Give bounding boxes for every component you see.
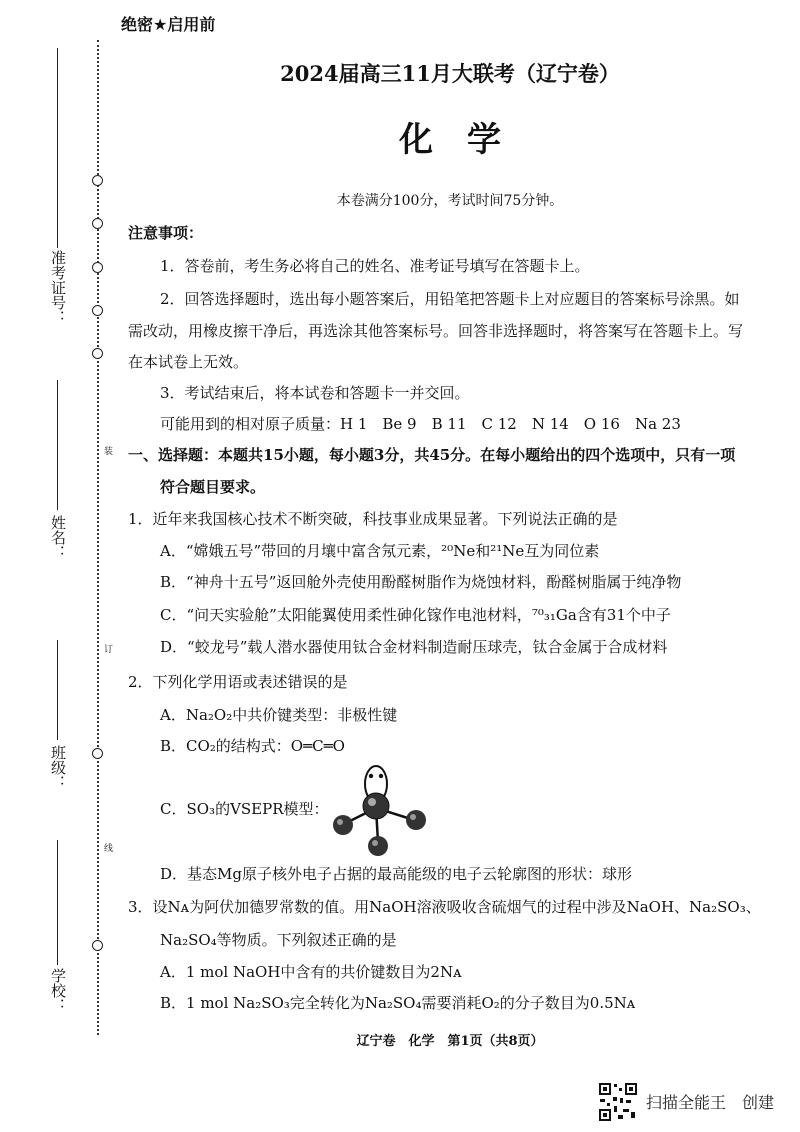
q2-option-a: A．Na₂O₂中共价键类型：非极性键 [160, 706, 398, 724]
qr-code-icon [598, 1082, 638, 1122]
binding-mark-ding: 订 [102, 644, 112, 653]
binding-circle [92, 262, 103, 273]
q3-stem: 3．设Nᴀ为阿伏加德罗常数的值。用NaOH溶液吸收含硫烟气的过程中涉及NaOH、Na₂SO₃、 [128, 898, 761, 916]
subject-title: 化 学 [399, 120, 501, 160]
q1-option-d: D．“蛟龙号”载人潜水器使用钛合金材料制造耐压球壳，钛合金属于合成材料 [160, 638, 668, 656]
q2-stem: 2．下列化学用语或表述错误的是 [128, 673, 348, 691]
exam-title: 2024届高三11月大联考（辽宁卷） [280, 61, 620, 86]
binding-mark-zhuang: 装 [102, 446, 112, 455]
binding-circle [92, 305, 103, 316]
notice-item-2-cont: 需改动，用橡皮擦干净后，再选涂其他答案标号。回答非选择题时，将答案写在答题卡上。写 [128, 322, 744, 340]
school-label: 学校： [49, 968, 67, 1013]
binding-circle [92, 175, 103, 186]
section-1-title-cont: 符合题目要求。 [160, 478, 266, 496]
binding-circle [92, 348, 103, 359]
binding-circle [92, 940, 103, 951]
binding-mark-xian: 线 [102, 843, 112, 852]
score-time-note: 本卷满分100分，考试时间75分钟。 [336, 193, 564, 209]
name-label: 姓名： [49, 515, 67, 560]
notice-item-2: 2．回答选择题时，选出每小题答案后，用铅笔把答题卡上对应题目的答案标号涂黑。如 [160, 290, 740, 308]
q1-stem: 1．近年来我国核心技术不断突破，科技事业成果显著。下列说法正确的是 [128, 510, 618, 528]
page-footer: 辽宁卷 化学 第1页（共8页） [356, 1034, 544, 1049]
notice-item-2-cont2: 在本试卷上无效。 [128, 353, 249, 371]
notice-item-3: 3．考试结束后，将本试卷和答题卡一并交回。 [160, 384, 470, 402]
class-line [57, 640, 58, 740]
q1-option-c: C．“问天实验舱”太阳能翼使用柔性砷化镓作电池材料，⁷⁰₃₁Ga含有31个中子 [160, 606, 671, 624]
school-line [57, 840, 58, 965]
binding-circle [92, 218, 103, 229]
atomic-mass-list: 可能用到的相对原子质量：H 1 Be 9 B 11 C 12 N 14 O 16 Na 23 [160, 415, 681, 433]
q3-option-b: B．1 mol Na₂SO₃完全转化为Na₂SO₄需要消耗O₂的分子数目为0.5Nᴀ [160, 994, 636, 1012]
notice-title: 注意事项： [128, 224, 204, 242]
q1-option-a: A．“嫦娥五号”带回的月壤中富含氖元素，²⁰Ne和²¹Ne互为同位素 [160, 542, 600, 560]
binding-circle [92, 748, 103, 759]
name-line [57, 380, 58, 510]
q3-stem-cont: Na₂SO₄等物质。下列叙述正确的是 [160, 931, 397, 949]
q1-option-b: B．“神舟十五号”返回舱外壳使用酚醛树脂作为烧蚀材料，酚醛树脂属于纯净物 [160, 573, 682, 591]
q2-option-d: D．基态Mg原子核外电子占据的最高能级的电子云轮廓图的形状：球形 [160, 865, 632, 883]
notice-item-1: 1．答卷前，考生务必将自己的姓名、准考证号填写在答题卡上。 [160, 257, 590, 275]
secret-mark: 绝密★启用前 [121, 15, 216, 34]
so3-vsepr-model-figure [326, 762, 446, 862]
class-label: 班级： [49, 745, 67, 790]
scanner-watermark: 扫描全能王 创建 [646, 1093, 775, 1112]
q3-option-a: A．1 mol NaOH中含有的共价键数目为2Nᴀ [160, 963, 462, 981]
q2-option-c: C．SO₃的VSEPR模型： [160, 800, 329, 818]
ticket-no-label: 准考证号： [49, 250, 67, 325]
q2-option-b: B．CO₂的结构式：O═C═O [160, 737, 345, 755]
section-1-title: 一、选择题：本题共15小题，每小题3分，共45分。在每小题给出的四个选项中，只有一项 [128, 446, 736, 464]
